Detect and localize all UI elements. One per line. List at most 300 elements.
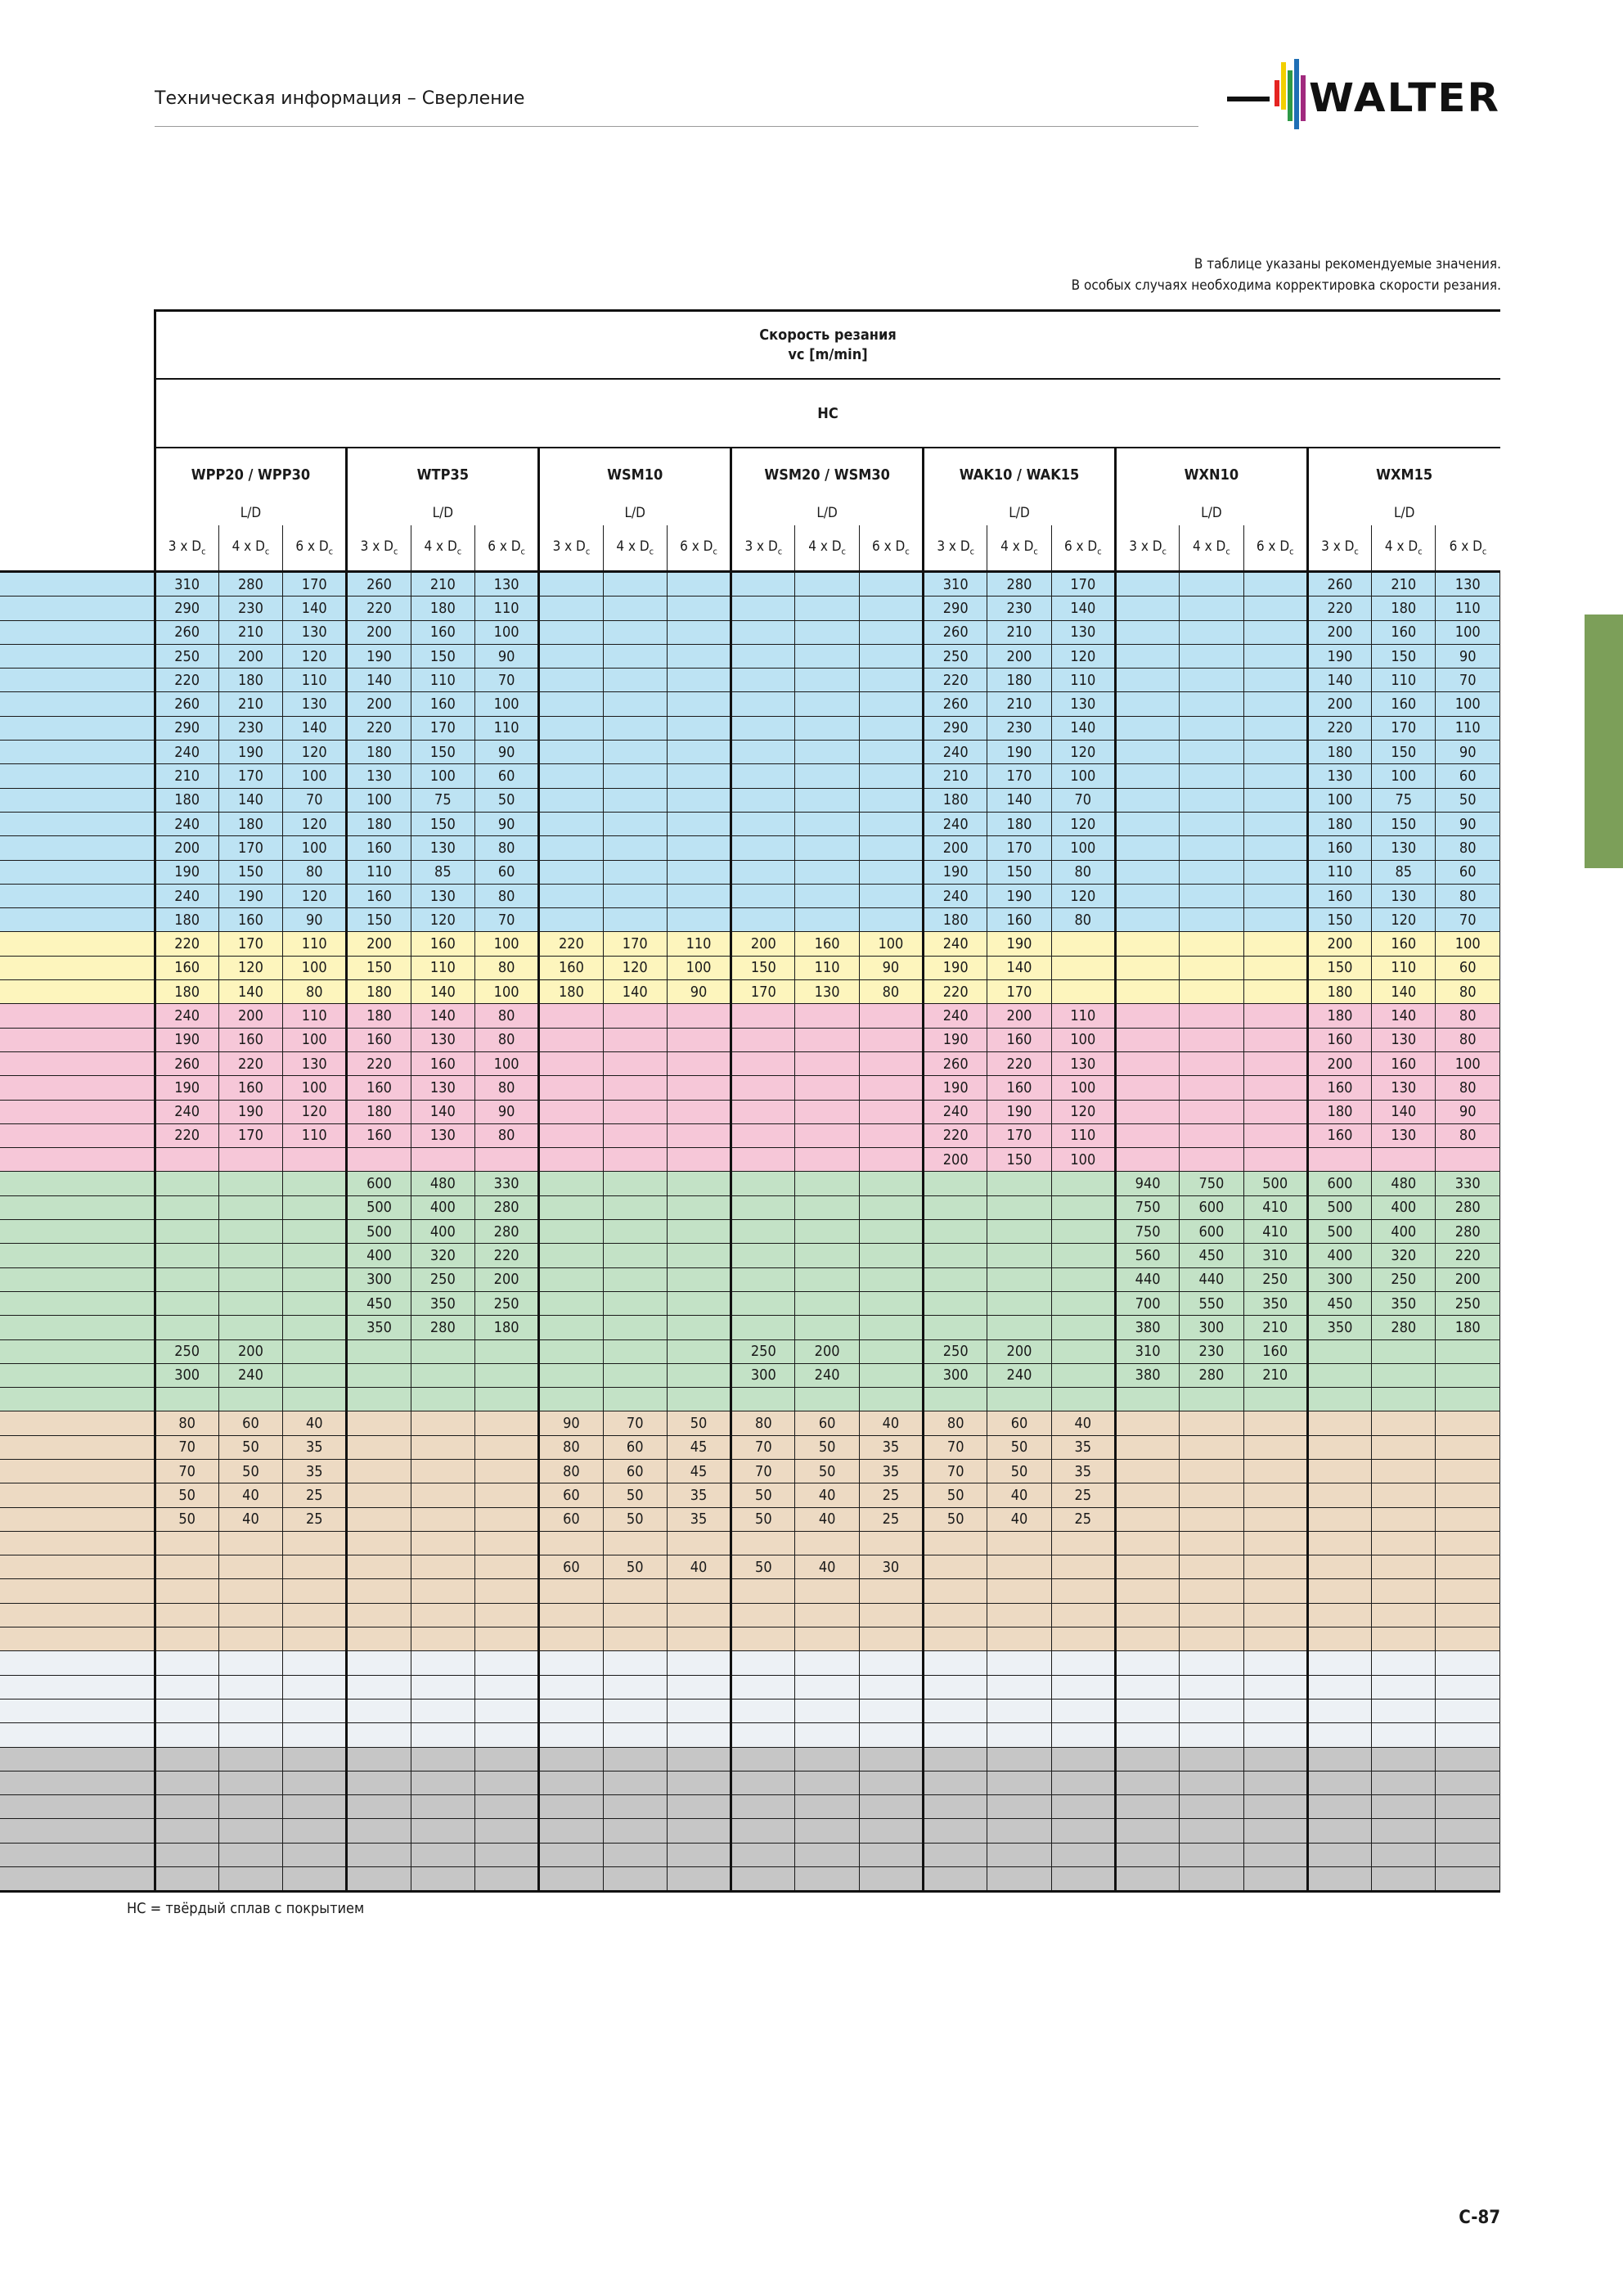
table-row [0, 1459, 1500, 1483]
speed-cell [474, 1388, 538, 1411]
speed-cell [1115, 980, 1179, 1004]
speed-cell [1180, 1699, 1243, 1722]
speed-cell: 600 [1307, 1172, 1371, 1195]
speed-cell [1243, 1651, 1307, 1675]
speed-cell: 70 [283, 788, 347, 812]
speed-cell [1115, 908, 1179, 932]
speed-cell [731, 860, 795, 884]
speed-cell: 110 [1051, 669, 1115, 692]
speed-cell [859, 1675, 923, 1699]
speed-cell [539, 1100, 603, 1123]
speed-cell [987, 1771, 1051, 1794]
ld-header: L/D [924, 501, 1116, 525]
speed-cell [859, 1220, 923, 1244]
speed-cell: 150 [1307, 908, 1371, 932]
speed-cell [1307, 1411, 1371, 1435]
speed-cell: 190 [218, 1100, 282, 1123]
speed-cell [859, 788, 923, 812]
row-label-cell [0, 1148, 155, 1172]
speed-cell [411, 1651, 474, 1675]
speed-cell [667, 1076, 731, 1100]
speed-cell: 200 [347, 692, 411, 716]
speed-cell [218, 1220, 282, 1244]
speed-cell [603, 1867, 667, 1892]
speed-cell [667, 1051, 731, 1075]
speed-cell [1436, 1795, 1500, 1819]
speed-cell: 100 [1051, 1076, 1115, 1100]
speed-cell [1436, 1388, 1500, 1411]
table-row [0, 716, 1500, 740]
speed-cell [667, 1004, 731, 1028]
speed-cell: 940 [1115, 1172, 1179, 1195]
speed-cell: 100 [1051, 764, 1115, 788]
table-row [0, 669, 1500, 692]
speed-cell [1180, 644, 1243, 668]
speed-cell [1051, 1843, 1115, 1866]
page-number: C-87 [1459, 2208, 1500, 2228]
speed-cell [539, 812, 603, 835]
table-row [0, 1148, 1500, 1172]
speed-cell [795, 1603, 859, 1627]
speed-cell: 190 [1307, 644, 1371, 668]
speed-cell [1436, 1411, 1500, 1435]
speed-cell [474, 1795, 538, 1819]
speed-cell [1307, 1555, 1371, 1579]
speed-cell [1243, 1004, 1307, 1028]
ld-header: L/D [155, 501, 347, 525]
speed-cell [795, 788, 859, 812]
speed-cell [283, 1244, 347, 1267]
speed-cell [411, 1627, 474, 1651]
speed-cell: 170 [218, 932, 282, 956]
speed-cell [731, 1388, 795, 1411]
speed-cell: 110 [347, 860, 411, 884]
speed-cell [155, 1723, 218, 1747]
speed-cell [1436, 1867, 1500, 1892]
speed-cell: 220 [155, 932, 218, 956]
speed-cell: 110 [1372, 669, 1436, 692]
speed-cell: 220 [1307, 597, 1371, 620]
row-label-cell [0, 1579, 155, 1603]
speed-cell [1115, 620, 1179, 644]
speed-cell: 160 [795, 932, 859, 956]
speed-cell [474, 1747, 538, 1771]
table-row [0, 1867, 1500, 1892]
table-title: Скорость резания [759, 326, 897, 344]
speed-cell [1051, 1675, 1115, 1699]
speed-cell [1180, 1483, 1243, 1507]
speed-cell [411, 1483, 474, 1507]
speed-cell [859, 1771, 923, 1794]
speed-cell: 80 [859, 980, 923, 1004]
speed-cell [218, 1579, 282, 1603]
row-label-cell [0, 1316, 155, 1339]
speed-cell: 180 [347, 812, 411, 835]
speed-cell [731, 1267, 795, 1291]
table-row [0, 1699, 1500, 1722]
speed-cell: 80 [474, 1123, 538, 1147]
speed-cell: 160 [1307, 884, 1371, 907]
speed-cell: 280 [474, 1220, 538, 1244]
table-row [0, 908, 1500, 932]
length-ratio-header: 3 x $D_c$ [539, 525, 603, 572]
grade-group-header: WTP35 [347, 448, 539, 501]
speed-cell: 120 [283, 812, 347, 835]
speed-cell: 120 [603, 956, 667, 979]
speed-cell: 50 [987, 1459, 1051, 1483]
row-label-cell [0, 1076, 155, 1100]
speed-cell [859, 1267, 923, 1291]
speed-cell: 190 [987, 741, 1051, 764]
speed-cell: 40 [795, 1483, 859, 1507]
speed-cell [795, 1699, 859, 1722]
speed-cell [1372, 1627, 1436, 1651]
speed-cell: 160 [411, 932, 474, 956]
row-label-cell [0, 908, 155, 932]
speed-cell: 180 [347, 980, 411, 1004]
table-row [0, 1195, 1500, 1219]
speed-cell [1372, 1531, 1436, 1555]
row-label-cell [0, 1507, 155, 1531]
table-row [0, 1771, 1500, 1794]
speed-cell: 190 [155, 860, 218, 884]
speed-cell [1051, 1627, 1115, 1651]
speed-cell: 170 [987, 980, 1051, 1004]
speed-cell [1436, 1435, 1500, 1459]
speed-cell [218, 1555, 282, 1579]
speed-cell: 45 [667, 1459, 731, 1483]
speed-cell: 110 [1307, 860, 1371, 884]
row-label-cell [0, 860, 155, 884]
speed-cell: 320 [1372, 1244, 1436, 1267]
speed-cell [1372, 1555, 1436, 1579]
speed-cell [474, 1339, 538, 1363]
speed-cell [218, 1819, 282, 1843]
speed-cell [347, 1483, 411, 1507]
speed-cell: 130 [411, 1028, 474, 1051]
speed-cell [859, 669, 923, 692]
speed-cell [859, 1795, 923, 1819]
speed-cell [731, 1699, 795, 1722]
table-row [0, 1723, 1500, 1747]
speed-cell: 40 [859, 1411, 923, 1435]
speed-cell: 600 [347, 1172, 411, 1195]
speed-cell: 50 [603, 1555, 667, 1579]
speed-cell [1051, 1555, 1115, 1579]
row-label-cell [0, 1267, 155, 1291]
speed-cell [474, 1459, 538, 1483]
speed-cell [1243, 1579, 1307, 1603]
speed-cell: 250 [155, 644, 218, 668]
speed-cell: 160 [411, 620, 474, 644]
speed-cell [1243, 644, 1307, 668]
speed-cell [667, 812, 731, 835]
speed-cell: 160 [987, 1028, 1051, 1051]
speed-cell [411, 1531, 474, 1555]
speed-cell [795, 1051, 859, 1075]
speed-cell [603, 1747, 667, 1771]
speed-cell: 100 [1051, 836, 1115, 860]
speed-cell [1115, 1651, 1179, 1675]
speed-cell [155, 1388, 218, 1411]
row-label-cell [0, 1555, 155, 1579]
speed-cell [1307, 1651, 1371, 1675]
row-label-cell [0, 1819, 155, 1843]
speed-cell [1436, 1531, 1500, 1555]
speed-cell: 50 [155, 1507, 218, 1531]
speed-cell: 160 [218, 1076, 282, 1100]
speed-cell: 110 [411, 669, 474, 692]
speed-cell [795, 1388, 859, 1411]
speed-cell [667, 572, 731, 597]
row-label-cell [0, 956, 155, 979]
speed-cell: 30 [859, 1555, 923, 1579]
speed-cell [859, 1843, 923, 1866]
speed-cell: 180 [1436, 1316, 1500, 1339]
speed-cell [1115, 1747, 1179, 1771]
speed-cell: 50 [667, 1411, 731, 1435]
row-label-cell [0, 1699, 155, 1722]
speed-cell [1243, 1555, 1307, 1579]
table-row [0, 1603, 1500, 1627]
speed-cell: 80 [1051, 908, 1115, 932]
speed-cell: 280 [1180, 1363, 1243, 1387]
speed-cell: 80 [474, 1028, 538, 1051]
speed-cell [987, 1699, 1051, 1722]
speed-cell [283, 1627, 347, 1651]
speed-cell [603, 1172, 667, 1195]
length-ratio-header: 4 x $D_c$ [1372, 525, 1436, 572]
row-label-cell [0, 1220, 155, 1244]
speed-cell [795, 1004, 859, 1028]
speed-cell: 40 [218, 1507, 282, 1531]
speed-cell [1243, 764, 1307, 788]
speed-cell [218, 1267, 282, 1291]
speed-cell: 330 [1436, 1172, 1500, 1195]
table-row [0, 597, 1500, 620]
row-label-cell [0, 741, 155, 764]
speed-cell: 290 [155, 597, 218, 620]
speed-cell [603, 1531, 667, 1555]
speed-cell: 75 [1372, 788, 1436, 812]
speed-cell [347, 1771, 411, 1794]
speed-cell [1243, 1507, 1307, 1531]
speed-cell [155, 1244, 218, 1267]
speed-cell [1307, 1339, 1371, 1363]
speed-cell [1307, 1771, 1371, 1794]
speed-cell [1115, 1771, 1179, 1794]
row-label-cell [0, 1388, 155, 1411]
speed-cell [218, 1316, 282, 1339]
speed-cell: 480 [411, 1172, 474, 1195]
speed-cell [667, 644, 731, 668]
table-row [0, 836, 1500, 860]
row-label-cell [0, 1795, 155, 1819]
speed-cell [1243, 884, 1307, 907]
speed-cell [1115, 741, 1179, 764]
speed-cell: 230 [1180, 1339, 1243, 1363]
speed-cell [987, 1627, 1051, 1651]
table-row [0, 1579, 1500, 1603]
speed-cell: 170 [987, 836, 1051, 860]
table-row [0, 1172, 1500, 1195]
speed-cell: 160 [1307, 836, 1371, 860]
speed-cell: 500 [347, 1195, 411, 1219]
speed-cell: 110 [411, 956, 474, 979]
speed-cell [283, 1699, 347, 1722]
speed-cell: 150 [1372, 812, 1436, 835]
speed-cell [987, 1555, 1051, 1579]
speed-cell: 210 [1243, 1363, 1307, 1387]
speed-cell: 40 [987, 1507, 1051, 1531]
speed-cell: 90 [474, 1100, 538, 1123]
speed-cell [1180, 1388, 1243, 1411]
table-row [0, 741, 1500, 764]
speed-cell [731, 1867, 795, 1892]
speed-cell [859, 860, 923, 884]
row-label-cell [0, 1651, 155, 1675]
row-label-cell [0, 692, 155, 716]
speed-cell [283, 1747, 347, 1771]
speed-cell [1115, 1699, 1179, 1722]
speed-cell [795, 1867, 859, 1892]
speed-cell: 60 [987, 1411, 1051, 1435]
speed-cell [1243, 1435, 1307, 1459]
speed-cell: 400 [411, 1220, 474, 1244]
speed-cell [1180, 1603, 1243, 1627]
row-label-cell [0, 884, 155, 907]
header-corner-cell [0, 311, 155, 572]
speed-cell: 150 [347, 956, 411, 979]
speed-cell [347, 1507, 411, 1531]
speed-cell [283, 1339, 347, 1363]
speed-cell [283, 1819, 347, 1843]
speed-cell: 110 [795, 956, 859, 979]
speed-cell: 220 [987, 1051, 1051, 1075]
speed-cell [859, 1531, 923, 1555]
speed-cell: 170 [603, 932, 667, 956]
table-row [0, 1100, 1500, 1123]
speed-cell [1436, 1339, 1500, 1363]
speed-cell: 700 [1115, 1291, 1179, 1315]
speed-cell [795, 1579, 859, 1603]
speed-cell [1243, 1028, 1307, 1051]
table-row [0, 1267, 1500, 1291]
speed-cell [1051, 1747, 1115, 1771]
speed-cell [667, 1675, 731, 1699]
speed-cell: 350 [1307, 1316, 1371, 1339]
speed-cell [155, 1220, 218, 1244]
speed-cell [1436, 1148, 1500, 1172]
speed-cell [1180, 1651, 1243, 1675]
speed-cell [1115, 1531, 1179, 1555]
speed-cell: 70 [1436, 669, 1500, 692]
speed-cell [924, 1531, 987, 1555]
speed-cell [474, 1483, 538, 1507]
speed-cell [1115, 1100, 1179, 1123]
speed-cell [539, 1291, 603, 1315]
speed-cell [924, 1867, 987, 1892]
speed-cell [155, 1555, 218, 1579]
speed-cell [731, 1819, 795, 1843]
speed-cell [731, 764, 795, 788]
row-label-cell [0, 1123, 155, 1147]
speed-cell: 50 [731, 1507, 795, 1531]
table-row [0, 1051, 1500, 1075]
speed-cell [1243, 1531, 1307, 1555]
speed-cell: 160 [1372, 692, 1436, 716]
speed-cell [1180, 741, 1243, 764]
speed-cell [667, 1843, 731, 1866]
speed-cell: 280 [1372, 1316, 1436, 1339]
speed-cell: 25 [859, 1507, 923, 1531]
speed-cell: 40 [218, 1483, 282, 1507]
note-line-1: В таблице указаны рекомендуемые значения. [1194, 256, 1501, 272]
speed-cell [218, 1148, 282, 1172]
speed-cell [731, 1244, 795, 1267]
speed-cell [218, 1627, 282, 1651]
speed-cell [411, 1388, 474, 1411]
speed-cell [1115, 1723, 1179, 1747]
speed-cell [474, 1555, 538, 1579]
speed-cell [155, 1316, 218, 1339]
speed-cell: 190 [987, 1100, 1051, 1123]
speed-cell: 200 [218, 1004, 282, 1028]
speed-cell: 60 [1436, 764, 1500, 788]
speed-cell [731, 1723, 795, 1747]
speed-cell [667, 597, 731, 620]
speed-cell [474, 1148, 538, 1172]
section-side-tab [1585, 615, 1623, 868]
speed-cell [795, 1291, 859, 1315]
speed-cell [731, 1747, 795, 1771]
row-label-cell [0, 597, 155, 620]
table-row [0, 1220, 1500, 1244]
speed-cell: 100 [859, 932, 923, 956]
speed-cell: 160 [1307, 1076, 1371, 1100]
speed-cell [987, 1819, 1051, 1843]
length-ratio-header: 6 x $D_c$ [283, 525, 347, 572]
speed-cell [987, 1603, 1051, 1627]
speed-cell: 60 [474, 860, 538, 884]
speed-cell: 200 [218, 644, 282, 668]
speed-cell [1115, 1507, 1179, 1531]
speed-cell [411, 1411, 474, 1435]
speed-cell: 180 [218, 812, 282, 835]
speed-cell [218, 1771, 282, 1794]
speed-cell [924, 1172, 987, 1195]
speed-cell [218, 1195, 282, 1219]
speed-cell [411, 1579, 474, 1603]
speed-cell [411, 1867, 474, 1892]
speed-cell [924, 1267, 987, 1291]
speed-cell [859, 620, 923, 644]
speed-cell [283, 1363, 347, 1387]
speed-cell [1372, 1699, 1436, 1722]
speed-cell [347, 1388, 411, 1411]
speed-cell [667, 1723, 731, 1747]
row-label-cell [0, 1603, 155, 1627]
length-ratio-header: 3 x $D_c$ [731, 525, 795, 572]
speed-cell [1307, 1627, 1371, 1651]
speed-cell: 240 [155, 741, 218, 764]
speed-cell: 50 [731, 1483, 795, 1507]
speed-cell [731, 716, 795, 740]
speed-cell [987, 1675, 1051, 1699]
speed-cell: 150 [731, 956, 795, 979]
speed-cell [1115, 716, 1179, 740]
speed-cell [987, 1172, 1051, 1195]
